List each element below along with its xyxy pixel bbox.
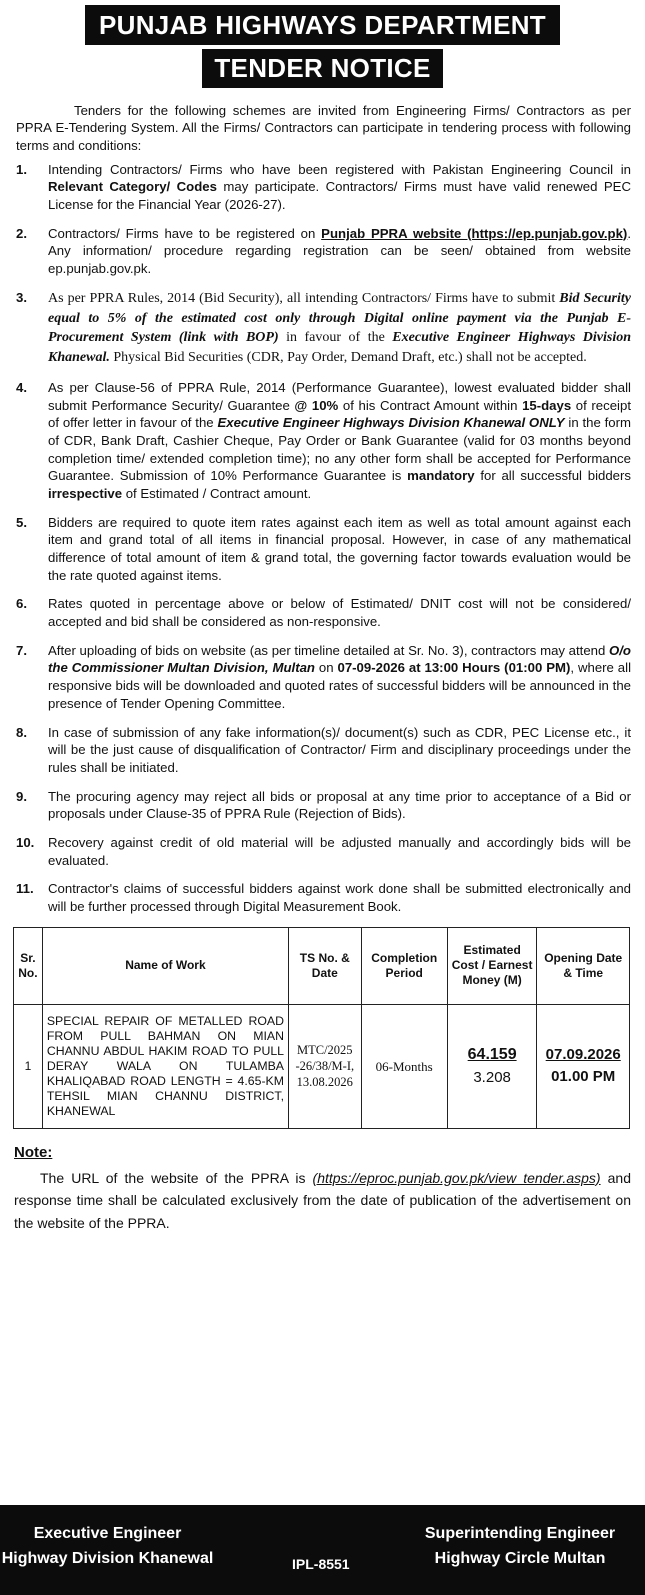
notice-title: TENDER NOTICE [202,49,442,88]
cell-ts-no: MTC/2025 -26/38/M-I, 13.08.2026 [289,1004,362,1128]
table-row [14,1004,630,1128]
notice-header [0,0,645,88]
cell-completion-period: 06-Months [361,1004,447,1128]
term-number: 10. [16,834,35,850]
header-opening-date: Opening Date & Time [537,927,630,1004]
executive-engineer-signature: Executive Engineer Highway Division Khanewal [1,1525,214,1567]
works-table [13,927,630,1129]
term-number: 7. [16,642,27,658]
term-item: 8. In case of submission of any fake information(s)/ document(s) such as CDR, PEC License etc., it will be the just cause of disqualification of Contractor/ Firm and disciplinary proceedings under the rules shall be initiated. [16,724,631,775]
term-number: 3. [16,289,27,305]
header-ts-no: TS No. & Date [289,927,362,1004]
term-item: 6. Rates quoted in percentage above or below of Estimated/ DNIT cost will not be considered/ accepted and bid shall be considered as non-responsive. [16,596,631,630]
note-text: The URL of the website of the PPRA is (https://eproc.punjab.gov.pk/view tender.asps) and response time shall be calculated exclusively from the date of publication of the advertisement on the website of the PPRA. [14,1169,632,1232]
note-title: Note: [14,1143,53,1161]
earnest-money-value: 3.208 [473,1068,511,1086]
opening-time-value: 01.00 PM [551,1068,616,1086]
terms-list [16,161,631,916]
cell-estimated-cost [447,1004,537,1128]
cell-name-of-work: SPECIAL REPAIR OF METALLED ROAD FROM PULL BAHMAN ON MIAN CHANNU ABDUL HAKIM ROAD TO PULL DERAY WALA ON TULAMBA KHALIQABAD ROAD LENGTH = 4.65-KM TEHSIL MIAN CHANNU DISTRICT, KHANEWAL [42,1004,288,1128]
header-completion-period: Completion Period [361,927,447,1004]
term-item: 1. Intending Contractors/ Firms who have been registered with Pakistan Engineering Council in Relevant Category/ Codes may participate. Contractors/ Firms must have valid renewed PEC License for the Financial Year (2026-27). [16,161,631,213]
cell-opening-date [537,1004,630,1128]
header-estimated-cost: Estimated Cost / Earnest Money (M) [447,927,537,1004]
note-section [14,1143,631,1235]
header-sr-no: Sr. No. [14,927,43,1004]
superintending-engineer-signature: Superintending Engineer Highway Circle Multan [424,1525,616,1567]
term-item: 5. Bidders are required to quote item rates against each item as well as total amount against each item and grand total of all items in financial proposal. However, in case of any mathematical difference of total amount of item & grand total, the governing factor towards evaluation would be the rate quoted against items. [16,514,631,583]
term-number: 1. [16,161,27,177]
term-number: 6. [16,596,27,612]
ppra-website-link[interactable]: Punjab PPRA website (https://ep.punjab.gov.pk) [321,225,628,241]
term-number: 11. [16,881,34,897]
header-name-of-work: Name of Work [42,927,288,1004]
term-item: 2. Contractors/ Firms have to be registered on Punjab PPRA website (https://ep.punjab.gov.pk). Any information/ procedure regarding registration can be seen/ obtained from website ep.punjab.gov.pk. [16,225,632,277]
term-number: 9. [16,788,27,804]
intro-paragraph: Tenders for the following schemes are invited from Engineering Firms/ Contractors as per PPRA E-Tendering System. All the Firms/ Contractors can participate in tendering process with following terms and conditions: [16,102,631,154]
term-item: 11. Contractor's claims of successful bidders against work done shall be submitted electronically and will be further processed through Digital Measurement Book. [16,881,631,915]
term-number: 5. [16,514,27,530]
term-item: 3. As per PPRA Rules, 2014 (Bid Security), all intending Contractors/ Firms have to submit Bid Security equal to 5% of the estimated cost only through Digital online payment via the Punjab E-Procurement System (link with BOP) in favour of the Executive Engineer Highways Division Khanewal. Physical Bid Securities (CDR, Pay Order, Demand Draft, etc.) shall not be accepted. [16,289,631,366]
signature-footer [0,1505,645,1595]
ipl-number: IPL-8551 [292,1556,350,1572]
term-number: 2. [16,225,27,241]
cell-sr-no: 1 [14,1004,43,1128]
term-item: 9. The procuring agency may reject all bids or proposal at any time prior to acceptance of a Bid or proposals under Clause-35 of PPRA Rule (Rejection of Bids). [16,788,631,822]
term-item: 10. Recovery against credit of old material will be adjusted manually and accordingly bids will be evaluated. [16,834,631,868]
ppra-url-link[interactable]: (https://eproc.punjab.gov.pk/view tender.asps) [312,1169,601,1186]
term-item: 7. After uploading of bids on website (as per timeline detailed at Sr. No. 3), contractors may attend O/o the Commissioner Multan Division, Multan on 07-09-2026 at 13:00 Hours (01:00 PM), where all responsive bids will be downloaded and quoted rates of successful bidders will be announced in the presence of Tender Opening Committee. [16,642,631,711]
term-number: 4. [16,379,27,395]
term-number: 8. [16,724,27,740]
estimated-cost-value: 64.159 [467,1046,517,1064]
table-header-row [14,927,630,1004]
term-item: 4. As per Clause-56 of PPRA Rule, 2014 (Performance Guarantee), lowest evaluated bidder shall submit Performance Security/ Guarantee @ 10% of his Contract Amount within 15-days of receipt of offer letter in favour of the Executive Engineer Highways Division Khanewal ONLY in the form of CDR, Bank Draft, Cashier Cheque, Pay Order or Bank Guarantee (valid for 03 months beyond completion time/ extended completion time); no any other form shall be accepted for Performance Guarantee. Submission of 10% Performance Guarantee is mandatory for all successful bidders irrespective of Estimated / Contract amount. [16,379,632,501]
department-title: PUNJAB HIGHWAYS DEPARTMENT [85,5,560,45]
opening-date-value: 07.09.2026 [545,1046,621,1064]
